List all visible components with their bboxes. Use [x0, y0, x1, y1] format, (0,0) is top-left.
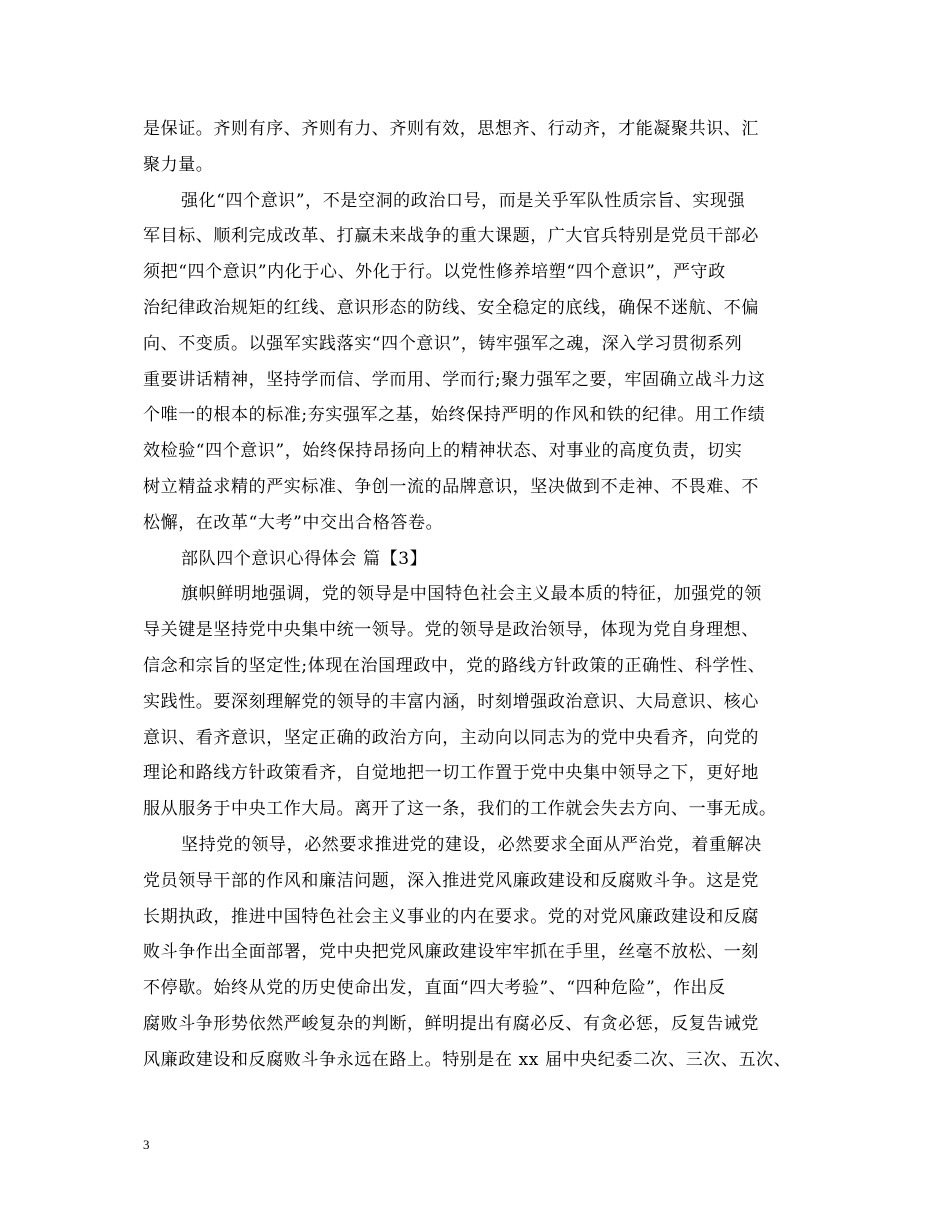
- text-line: 军目标、顺利完成改革、打赢未来战争的重大课题，广大官兵特别是党员干部必: [143, 226, 759, 247]
- text-line: 党员领导干部的作风和廉洁问题，深入推进党风廉政建设和反腐败斗争。这是党: [143, 870, 759, 891]
- text-line: 服从服务于中央工作大局。离开了这一条，我们的工作就会失去方向、一事无成。: [143, 799, 777, 820]
- document-body: [143, 112, 823, 1079]
- text-line: 效检验“四个意识”，始终保持昂扬向上的精神状态、对事业的高度负责，切实: [143, 441, 743, 462]
- text-line: 败斗争作出全面部署，党中央把党风廉政建设牢牢抓在手里，丝毫不放松、一刻: [143, 942, 759, 963]
- text-line: 治纪律政治规矩的红线、意识形态的防线、安全稳定的底线，确保不迷航、不偏: [143, 297, 759, 318]
- text-line: 腐败斗争形势依然严峻复杂的判断，鲜明提出有腐必反、有贪必惩，反复告诫党: [143, 1013, 759, 1034]
- text-line: 聚力量。: [143, 154, 214, 175]
- text-line: 意识、看齐意识，坚定正确的政治方向，主动向以同志为的党中央看齐，向党的: [143, 727, 759, 748]
- text-line: 长期执政，推进中国特色社会主义事业的内在要求。党的对党风廉政建设和反腐: [143, 906, 759, 927]
- paragraph-start-line: 强化“四个意识”，不是空洞的政治口号，而是关乎军队性质宗旨、实现强: [181, 190, 746, 211]
- paragraph-start-line: 坚持党的领导，必然要求推进党的建设，必然要求全面从严治党，着重解决: [181, 834, 762, 855]
- text-line: 重要讲话精神，坚持学而信、学而用、学而行;聚力强军之要，牢固确立战斗力这: [143, 369, 766, 390]
- text-line: 向、不变质。以强军实践落实“四个意识”，铸牢强军之魂，深入学习贯彻系列: [143, 333, 743, 354]
- section-heading: 部队四个意识心得体会 篇【3】: [181, 548, 428, 569]
- text-line: 是保证。齐则有序、齐则有力、齐则有效，思想齐、行动齐，才能凝聚共识、汇: [143, 119, 759, 139]
- text-line: 不停歇。始终从党的历史使命出发，直面“四大考验”、“四种危险”，作出反: [143, 978, 726, 999]
- text-line: 风廉政建设和反腐败斗争永远在路上。特别是在 xx 届中央纪委二次、三次、五次、: [143, 1049, 792, 1070]
- text-line: 松懈，在改革“大考”中交出合格答卷。: [143, 512, 444, 533]
- text-line: 信念和宗旨的坚定性;体现在治国理政中，党的路线方针政策的正确性、科学性、: [143, 655, 766, 676]
- text-line: 个唯一的根本的标准;夯实强军之基，始终保持严明的作风和铁的纪律。用工作绩: [143, 405, 766, 426]
- text-line: 实践性。要深刻理解党的领导的丰富内涵，时刻增强政治意识、大局意识、核心: [143, 691, 759, 712]
- text-line: 须把“四个意识”内化于心、外化于行。以党性修养培塑“四个意识”，严守政: [143, 262, 726, 283]
- text-line: 树立精益求精的严实标准、争创一流的品牌意识，坚决做到不走神、不畏难、不: [143, 476, 759, 497]
- text-line: 理论和路线方针政策看齐，自觉地把一切工作置于党中央集中领导之下，更好地: [143, 763, 759, 784]
- paragraph-start-line: 旗帜鲜明地强调，党的领导是中国特色社会主义最本质的特征，加强党的领: [181, 584, 762, 605]
- text-line: 导关键是坚持党中央集中统一领导。党的领导是政治领导，体现为党自身理想、: [143, 620, 759, 641]
- page-number: 3: [143, 1137, 150, 1152]
